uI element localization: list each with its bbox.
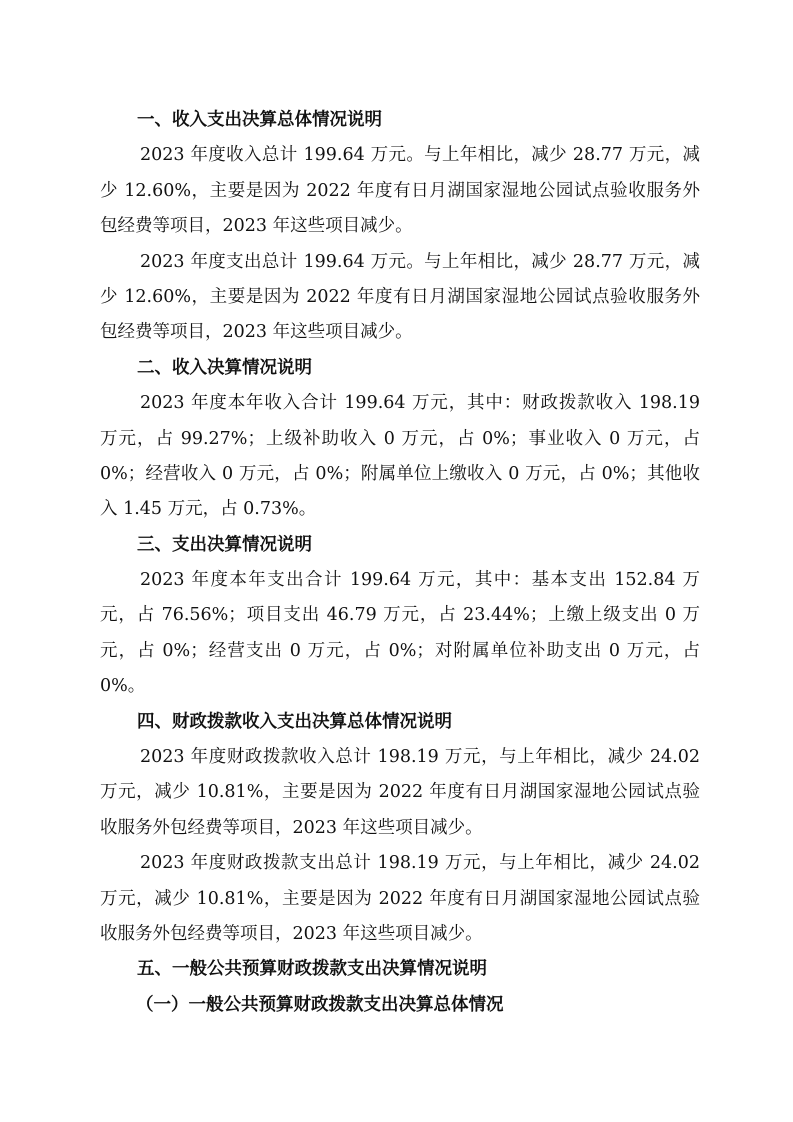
paragraph-line: 包经费等项目，2023 年这些项目减少。 <box>100 322 413 343</box>
paragraph-line: 2023 年度本年收入合计 199.64 万元，其中：财政拨款收入 198.19 <box>140 393 700 414</box>
paragraph-line: 收服务外包经费等项目，2023 年这些项目减少。 <box>100 817 483 838</box>
paragraph-line: 2023 年度财政拨款收入总计 198.19 万元，与上年相比，减少 24.02 <box>140 747 700 768</box>
paragraph-line: 入 1.45 万元，占 0.73%。 <box>100 499 317 520</box>
document-body <box>100 103 700 1023</box>
paragraph-line: 少 12.60%，主要是因为 2022 年度有日月湖国家湿地公园试点验收服务外 <box>100 286 700 307</box>
paragraph-line: 2023 年度财政拨款支出总计 198.19 万元，与上年相比，减少 24.02 <box>140 853 700 874</box>
paragraph-line: 少 12.60%，主要是因为 2022 年度有日月湖国家湿地公园试点验收服务外 <box>100 180 700 201</box>
paragraph-line: 2023 年度本年支出合计 199.64 万元，其中：基本支出 152.84 万 <box>140 570 700 591</box>
section-heading-2: 二、收入决算情况说明 <box>137 357 312 378</box>
section-heading-3: 三、支出决算情况说明 <box>137 534 312 555</box>
section-heading-5: 五、一般公共预算财政拨款支出决算情况说明 <box>137 959 487 980</box>
section-heading-1: 一、收入支出决算总体情况说明 <box>137 110 382 130</box>
paragraph-line: 元，占 0%；经营支出 0 万元，占 0%；对附属单位补助支出 0 万元，占 <box>100 640 700 661</box>
paragraph-line: 元，占 76.56%；项目支出 46.79 万元，占 23.44%；上缴上级支出 0 万 <box>100 605 700 626</box>
paragraph-line: 收服务外包经费等项目，2023 年这些项目减少。 <box>100 923 483 944</box>
subsection-heading-5-1: （一）一般公共预算财政拨款支出决算总体情况 <box>136 994 504 1015</box>
paragraph-line: 2023 年度支出总计 199.64 万元。与上年相比，减少 28.77 万元，减 <box>140 251 700 272</box>
paragraph-line: 0%。 <box>100 676 146 697</box>
paragraph-line: 0%；经营收入 0 万元，占 0%；附属单位上缴收入 0 万元，占 0%；其他收 <box>100 463 700 484</box>
section-heading-4: 四、财政拨款收入支出决算总体情况说明 <box>137 711 452 732</box>
paragraph-line: 万元，占 99.27%；上级补助收入 0 万元，占 0%；事业收入 0 万元，占 <box>100 428 700 449</box>
paragraph-line: 2023 年度收入总计 199.64 万元。与上年相比，减少 28.77 万元，减 <box>140 145 700 166</box>
paragraph-line: 万元，减少 10.81%，主要是因为 2022 年度有日月湖国家湿地公园试点验 <box>100 782 700 803</box>
paragraph-line: 万元，减少 10.81%，主要是因为 2022 年度有日月湖国家湿地公园试点验 <box>100 888 700 909</box>
paragraph-line: 包经费等项目，2023 年这些项目减少。 <box>100 216 413 237</box>
